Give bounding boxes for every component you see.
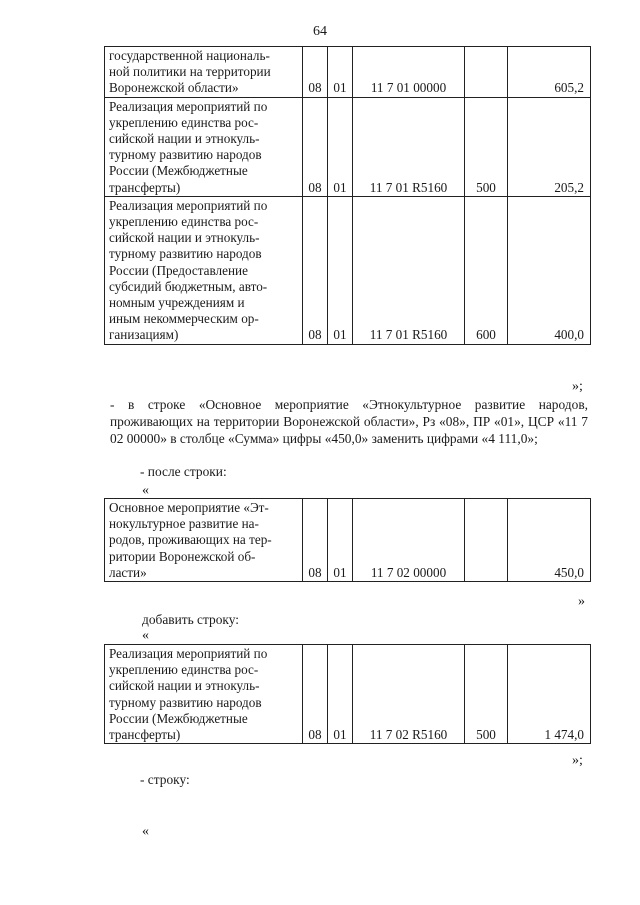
budget-table-2: [104, 498, 591, 582]
table-row: [105, 97, 591, 196]
row-name-line: ритории Воронежской об-: [109, 548, 256, 564]
row-name-line: Реализация мероприятий по: [109, 98, 268, 114]
sum-cell: 400,0: [508, 196, 591, 344]
add-row-label: добавить строку:: [142, 612, 239, 627]
closing-quote-1: »;: [572, 379, 583, 394]
opening-quote-2: «: [142, 628, 149, 643]
closing-quote-3: »;: [572, 753, 583, 768]
page-number: 64: [313, 24, 327, 39]
csr-cell: 11 7 02 R5160: [353, 645, 465, 744]
sum-cell: 205,2: [508, 97, 591, 196]
csr-cell: 11 7 01 R5160: [353, 196, 465, 344]
budget-table-3: [104, 644, 591, 744]
csr-cell: 11 7 02 00000: [353, 499, 465, 582]
row-name-line: родов, проживающих на тер-: [109, 532, 272, 548]
table-row: [105, 196, 591, 344]
sum-cell: 450,0: [508, 499, 591, 582]
table-row: [105, 499, 591, 582]
pr-cell: 01: [328, 47, 353, 98]
row-name-line: Основное мероприятие «Эт-: [109, 500, 269, 515]
vr-cell: [465, 499, 508, 582]
amendment-paragraph: - в строке «Основное мероприятие «Этнокультурное развитие народов, проживающих на территории Воронежской области», Рз «08», ПР «01», ЦСР «11 7 02 00000» в столбце «Сумма» цифры «450,0» заменить цифрами «4 111,0»;: [110, 397, 588, 446]
rz-cell: 08: [303, 499, 328, 582]
after-row-label: - после строки:: [140, 464, 227, 479]
row-name-line: государственной националь-: [109, 48, 270, 63]
row-name-line: трансферты): [109, 179, 181, 195]
row-name-line: России (Межбюджетные: [109, 710, 248, 726]
rz-cell: 08: [303, 645, 328, 744]
row-label: - строку:: [140, 772, 190, 787]
row-name-line: Реализация мероприятий по: [109, 646, 268, 661]
row-name-line: ганизациям): [109, 327, 179, 343]
row-name-line: укреплению единства рос-: [109, 114, 259, 130]
rz-cell: 08: [303, 47, 328, 98]
vr-cell: 500: [465, 645, 508, 744]
row-name-line: сийской нации и этнокуль-: [109, 678, 260, 694]
row-name-line: сийской нации и этнокуль-: [109, 131, 260, 147]
pr-cell: 01: [328, 499, 353, 582]
row-name-line: России (Предоставление: [109, 262, 248, 278]
row-name-line: турному развитию народов: [109, 147, 262, 163]
table-row: [105, 47, 591, 98]
opening-quote-1: «: [142, 483, 149, 498]
pr-cell: 01: [328, 97, 353, 196]
row-name-cell: [105, 499, 303, 582]
row-name-cell: [105, 645, 303, 744]
budget-table-1: [104, 46, 591, 345]
closing-quote-2: »: [578, 594, 585, 609]
row-name-line: укреплению единства рос-: [109, 214, 259, 230]
rz-cell: 08: [303, 97, 328, 196]
row-name-line: ласти»: [109, 564, 147, 580]
opening-quote-3: «: [142, 824, 149, 839]
pr-cell: 01: [328, 196, 353, 344]
row-name-line: сийской нации и этнокуль-: [109, 230, 260, 246]
row-name-cell: [105, 47, 303, 98]
row-name-line: Воронежской области»: [109, 80, 239, 96]
row-name-line: субсидий бюджетным, авто-: [109, 278, 268, 294]
vr-cell: [465, 47, 508, 98]
sum-cell: 1 474,0: [508, 645, 591, 744]
row-name-line: трансферты): [109, 727, 181, 743]
row-name-line: ной политики на территории: [109, 64, 271, 80]
sum-cell: 605,2: [508, 47, 591, 98]
row-name-line: России (Межбюджетные: [109, 163, 248, 179]
row-name-line: номным учреждениям и: [109, 295, 245, 311]
row-name-line: нокультурное развитие на-: [109, 516, 259, 532]
row-name-line: турному развитию народов: [109, 246, 262, 262]
row-name-line: иным некоммерческим ор-: [109, 311, 259, 327]
row-name-line: Реализация мероприятий по: [109, 197, 268, 213]
pr-cell: 01: [328, 645, 353, 744]
row-name-cell: [105, 97, 303, 196]
csr-cell: 11 7 01 R5160: [353, 97, 465, 196]
csr-cell: 11 7 01 00000: [353, 47, 465, 98]
row-name-line: укреплению единства рос-: [109, 662, 259, 678]
row-name-cell: [105, 196, 303, 344]
vr-cell: 600: [465, 196, 508, 344]
table-row: [105, 645, 591, 744]
rz-cell: 08: [303, 196, 328, 344]
row-name-line: турному развитию народов: [109, 694, 262, 710]
vr-cell: 500: [465, 97, 508, 196]
